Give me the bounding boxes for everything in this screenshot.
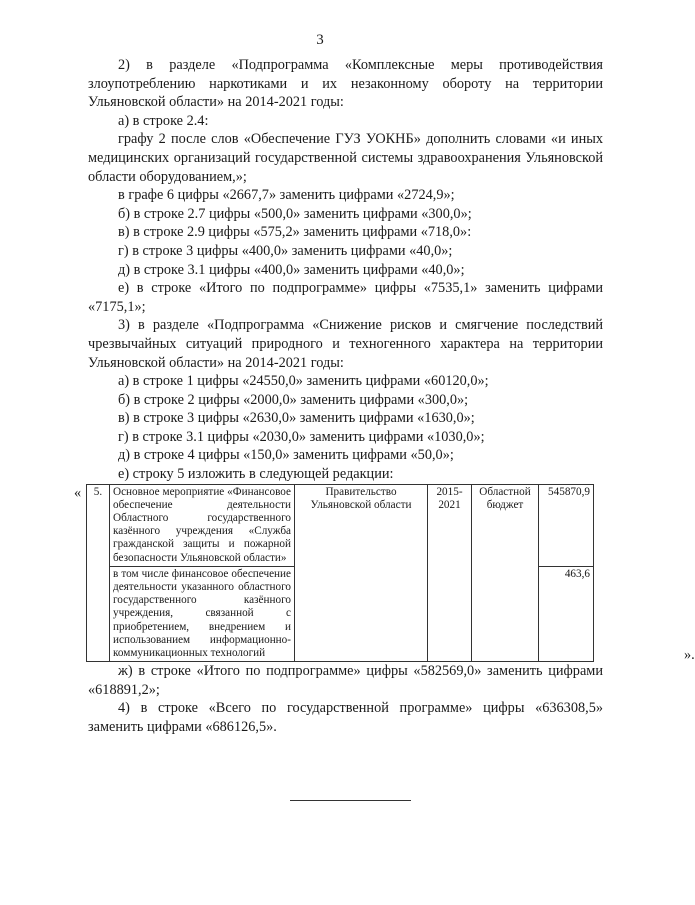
section-3-item-zh: ж) в строке «Итого по подпрограмме» цифры «582569,0» заменить цифрами «618891,2»;: [88, 663, 603, 698]
amount-main-cell: 545870,9: [539, 484, 594, 566]
activity-name-cell: Основное мероприятие «Финансовое обеспечение деятельности Областного государственного казённого учреждения «Служба гражданской защиты и пожарной безопасности Ульяновской области»: [110, 484, 295, 566]
section-2-heading: 2) в разделе «Подпрограмма «Комплексные меры противодействия злоупотреблению наркотиками и их незаконному обороту на территории Ульяновской области» на 2014-2021 годы:: [88, 57, 603, 111]
document-body: [74, 56, 695, 737]
section-2-item-e: е) в строке «Итого по подпрограмме» цифры «7535,1» заменить цифрами «7175,1»;: [88, 280, 603, 315]
activity-subitem-cell: в том числе финансовое обеспечение деятельности указанного областного государственного казённого учреждения, связанной с приобретением, внедрением и использованием информационно-коммуникационных технологий: [110, 566, 295, 661]
section-4-text: 4) в строке «Всего по государственной программе» цифры «636308,5» заменить цифрами «686126,5».: [88, 700, 603, 736]
section-3-heading: 3) в разделе «Подпрограмма «Снижение рисков и смягчение последствий чрезвычайных ситуаций природного и техногенного характера на территории Ульяновской области» на 2014-2021 годы:: [88, 317, 603, 371]
page-number: 3: [316, 32, 324, 48]
section-2-item-v: в) в строке 2.9 цифры «575,2» заменить цифрами «718,0»:: [118, 224, 472, 241]
table-row-main: [87, 484, 594, 566]
section-3-item-b: б) в строке 2 цифры «2000,0» заменить цифрами «300,0»;: [118, 391, 469, 408]
amendment-table-block: [74, 484, 695, 663]
section-2-item-a-title: а) в строке 2.4:: [118, 112, 209, 129]
section-3-item-v: в) в строке 3 цифры «2630,0» заменить цифрами «1630,0»;: [118, 410, 475, 427]
end-divider-line: [290, 800, 411, 801]
section-3-item-d: д) в строке 4 цифры «150,0» заменить цифрами «50,0»;: [118, 447, 454, 464]
section-3-item-g: г) в строке 3.1 цифры «2030,0» заменить цифрами «1030,0»;: [118, 428, 485, 445]
section-3-item-a: а) в строке 1 цифры «24550,0» заменить цифрами «60120,0»;: [118, 373, 489, 390]
row-number-cell: 5.: [87, 484, 110, 662]
table-close-quote: ».: [684, 646, 695, 663]
section-2-item-a-column6: в графе 6 цифры «2667,7» заменить цифрами «2724,9»;: [118, 187, 455, 204]
section-3-item-e: е) строку 5 изложить в следующей редакции:: [118, 466, 394, 483]
years-cell: 2015-2021: [428, 484, 472, 662]
amount-sub-cell: 463,6: [539, 566, 594, 661]
section-2-item-b: б) в строке 2.7 цифры «500,0» заменить цифрами «300,0»;: [118, 205, 472, 222]
section-2-item-g: г) в строке 3 цифры «400,0» заменить цифрами «40,0»;: [118, 242, 453, 259]
table-open-quote: «: [74, 484, 82, 501]
funding-source-cell: Областной бюджет: [472, 484, 539, 662]
amendment-table: [86, 484, 594, 663]
executor-cell: Правительство Ульяновской области: [295, 484, 428, 662]
section-2-item-a-text: графу 2 после слов «Обеспечение ГУЗ УОКНБ» дополнить словами «и иных медицинских организаций государственной системы здравоохранения Ульяновской области оборудованием,»;: [88, 131, 603, 185]
section-2-item-d: д) в строке 3.1 цифры «400,0» заменить цифрами «40,0»;: [118, 261, 465, 278]
